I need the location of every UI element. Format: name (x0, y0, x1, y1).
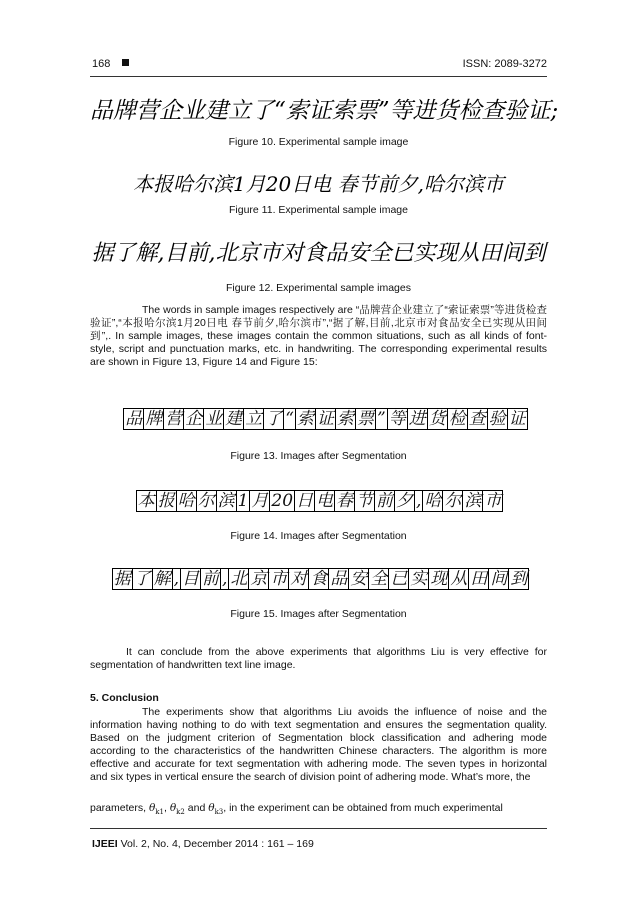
segment-box: , (173, 569, 179, 589)
segment-box: ” (377, 409, 386, 429)
segment-box: 安 (350, 569, 368, 589)
segment-box: “ (285, 409, 294, 429)
journal-details: Vol. 2, No. 4, December 2014 : 161 – 169 (120, 838, 314, 850)
segment-box: 进 (408, 409, 426, 429)
theta-k2-symbol: $\theta_{k2}$ (169, 802, 185, 817)
segment-box: 市 (484, 491, 502, 511)
figure-12-caption: Figure 12. Experimental sample images (225, 282, 411, 294)
figure-14-segmented-image (132, 490, 506, 512)
figure-10-caption: Figure 10. Experimental sample image (228, 136, 409, 148)
figure-11-image: 本报哈尔滨1月20日电 春节前夕,哈尔滨市 (133, 172, 504, 196)
segment-box: 田 (470, 569, 488, 589)
segment-box: 京 (250, 569, 268, 589)
segment-box: 索 (297, 409, 314, 429)
theta-k1-symbol: $\theta_{k1}$ (148, 802, 164, 817)
footer-rule (90, 828, 547, 829)
segment-box: 前 (202, 569, 219, 589)
segment-box: 索 (337, 409, 354, 429)
segment-box: 了 (265, 409, 283, 429)
segment-box: 据 (113, 569, 131, 589)
figure-13-segmented-image (125, 408, 526, 430)
segment-box: 尔 (197, 491, 215, 511)
figure-12-image: 据了解,目前,北京市对食品安全已实现从田间到 (91, 241, 546, 266)
segment-box: 证 (508, 409, 526, 429)
segment-box: 滨 (217, 491, 235, 511)
figure-15-segmented-image (113, 568, 528, 590)
figure-15-caption: Figure 15. Images after Segmentation (230, 608, 407, 620)
segment-box: 目 (182, 569, 199, 589)
segment-box: 解 (153, 569, 171, 589)
conclusion-lead-paragraph: It can conclude from the above experiments that algorithms Liu is very effective for segmentation of handwritten text line image. (90, 646, 547, 671)
segment-box: 了 (133, 569, 151, 589)
segment-box: 夕 (396, 491, 414, 511)
segment-box: 营 (165, 409, 183, 429)
theta-k3-symbol: $\theta_{k3}$ (208, 802, 224, 817)
running-header (92, 58, 547, 74)
figure-11-caption: Figure 11. Experimental sample image (229, 204, 408, 216)
segment-box: 实 (410, 569, 428, 589)
segment-box: 从 (450, 569, 468, 589)
segment-box: 对 (290, 569, 308, 589)
segment-box: 节 (356, 491, 374, 511)
segment-box: 品 (125, 409, 143, 429)
segment-box: 食 (310, 569, 328, 589)
segment-box: 建 (225, 409, 243, 429)
segment-box: 电 (316, 491, 334, 511)
figure-14-caption: Figure 14. Images after Segmentation (230, 530, 407, 542)
segment-box: 市 (270, 569, 288, 589)
parameters-line: parameters, $\theta_{k1}$, $\theta_{k2}$ and $\theta_{k3}$, in the experiment can be obtained from much experimental (90, 802, 503, 817)
segment-box: 验 (488, 409, 506, 429)
segment-box: 到 (510, 569, 528, 589)
segment-box: 已 (390, 569, 408, 589)
segment-box: 日 (296, 491, 314, 511)
segment-box: 现 (430, 569, 448, 589)
segment-box: 企 (185, 409, 203, 429)
segment-box: , (416, 491, 422, 511)
segment-box: 立 (245, 409, 263, 429)
segment-box: 哈 (177, 491, 195, 511)
segment-box: 票 (357, 409, 374, 429)
segment-box: 前 (376, 491, 394, 511)
segment-box: 尔 (444, 491, 462, 511)
segment-box: 本 (137, 491, 155, 511)
segment-box: 业 (205, 409, 223, 429)
segment-box: 1 (237, 491, 249, 511)
segment-box: 查 (468, 409, 486, 429)
segment-box: 春 (336, 491, 354, 511)
segment-box: 报 (157, 491, 175, 511)
journal-name: IJEEI (92, 838, 118, 850)
figure-10-image: 品牌营企业建立了“索证索票”等进货检查验证; (90, 98, 559, 124)
segment-box: 检 (448, 409, 466, 429)
segment-box: 间 (490, 569, 508, 589)
segment-box: 20 (271, 491, 294, 511)
segment-box: 北 (230, 569, 248, 589)
segment-box: 货 (428, 409, 446, 429)
segment-box: 等 (388, 409, 406, 429)
segment-box: 滨 (464, 491, 482, 511)
results-paragraph: The words in sample images respectively are “品牌营企业建立了“索证索票”等进货检查验证”,“本报哈尔滨1月20日电 春节前夕,哈尔滨市”,“据了解,目前,北京市对食品安全已实现从田间到”,. In sample images, these images contain the common situations, such as all kinds of font-style, script and punctuation marks, etc. in handwriting. The corresponding experimental results are shown in Figure 13, Figure 14 and Figure 15: (90, 304, 547, 368)
header-square-mark (114, 58, 129, 70)
figure-13-caption: Figure 13. Images after Segmentation (230, 450, 407, 462)
segment-box: 牌 (145, 409, 163, 429)
issn-label: ISSN: 2089-3272 (462, 58, 547, 70)
segment-box: 月 (251, 491, 269, 511)
page-number: 168 (92, 58, 111, 70)
segment-box: 品 (330, 569, 348, 589)
segment-box: 证 (317, 409, 334, 429)
running-footer (92, 838, 314, 850)
segment-box: 全 (370, 569, 388, 589)
segment-box: 哈 (424, 491, 442, 511)
conclusion-paragraph: The experiments show that algorithms Liu avoids the influence of noise and the information having nothing to do with text segmentation and ensures the segmentation quality. Based on the judgment criterion of Segmentation block classification and adhering mode according to the characteristics of the handwritten Chinese characters. The algorithm is more effective and accurate for text segmentation with adhering mode. The seven types in horizontal and six types in vertical ensure the search of division point of adhering mode. What’s more, the (90, 706, 547, 783)
header-rule (90, 76, 547, 77)
segment-box: , (222, 569, 228, 589)
section-heading: 5. Conclusion (90, 692, 159, 704)
